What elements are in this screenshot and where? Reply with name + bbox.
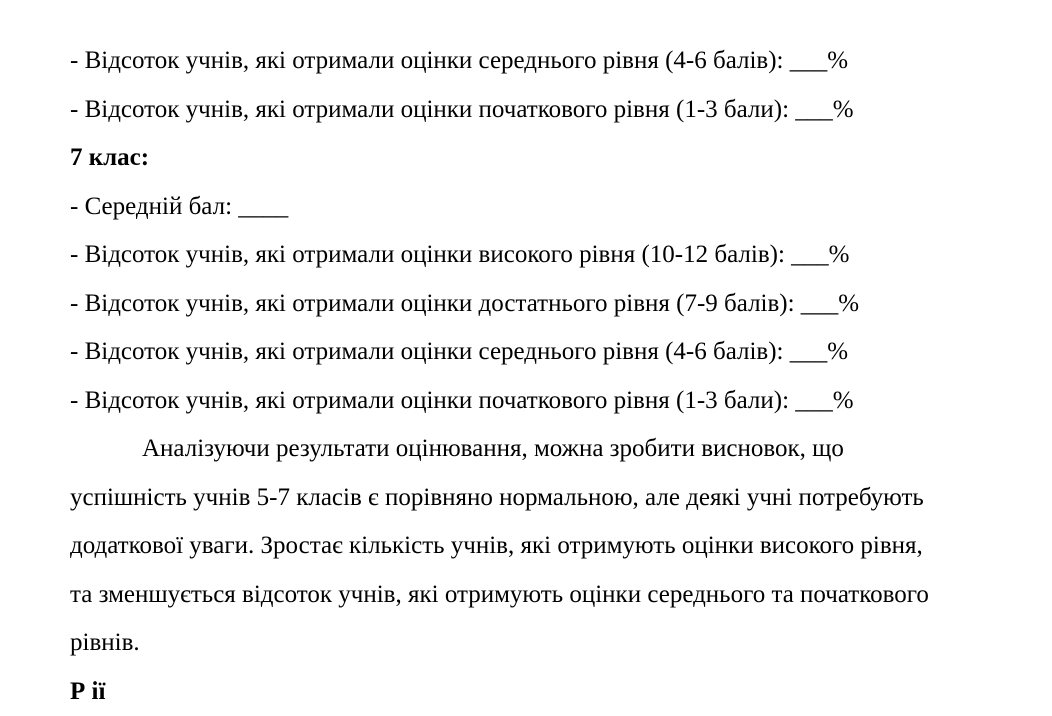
next-section-heading-partial: Р ії — [70, 668, 1000, 716]
grade7-average-line: - Середній бал: ____ — [70, 183, 1000, 232]
grade7-high-percent-line: - Відсоток учнів, які отримали оцінки високого рівня (10-12 балів): ___% — [70, 231, 1000, 280]
conclusion-paragraph: Аналізуючи результати оцінювання, можна зробити висновок, що успішність учнів 5-7 класів є порівняно нормальною, але деякі учні потребують додаткової уваги. Зростає кількість учнів, які отримують оцінки високого рівня, та зменшується відсоток учнів, які отримують оцінки середнього та початкового рівнів. — [70, 425, 950, 668]
grade7-heading: 7 клас: — [70, 134, 1000, 183]
grade6-initial-percent-line: - Відсоток учнів, які отримали оцінки початкового рівня (1-3 бали): ___% — [70, 86, 1000, 135]
document-page — [70, 37, 1000, 716]
grade7-medium-percent-line: - Відсоток учнів, які отримали оцінки середнього рівня (4-6 балів): ___% — [70, 328, 1000, 377]
grade7-sufficient-percent-line: - Відсоток учнів, які отримали оцінки достатнього рівня (7-9 балів): ___% — [70, 280, 1000, 329]
grade7-initial-percent-line: - Відсоток учнів, які отримали оцінки початкового рівня (1-3 бали): ___% — [70, 377, 1000, 426]
grade6-medium-percent-line: - Відсоток учнів, які отримали оцінки середнього рівня (4-6 балів): ___% — [70, 37, 1000, 86]
